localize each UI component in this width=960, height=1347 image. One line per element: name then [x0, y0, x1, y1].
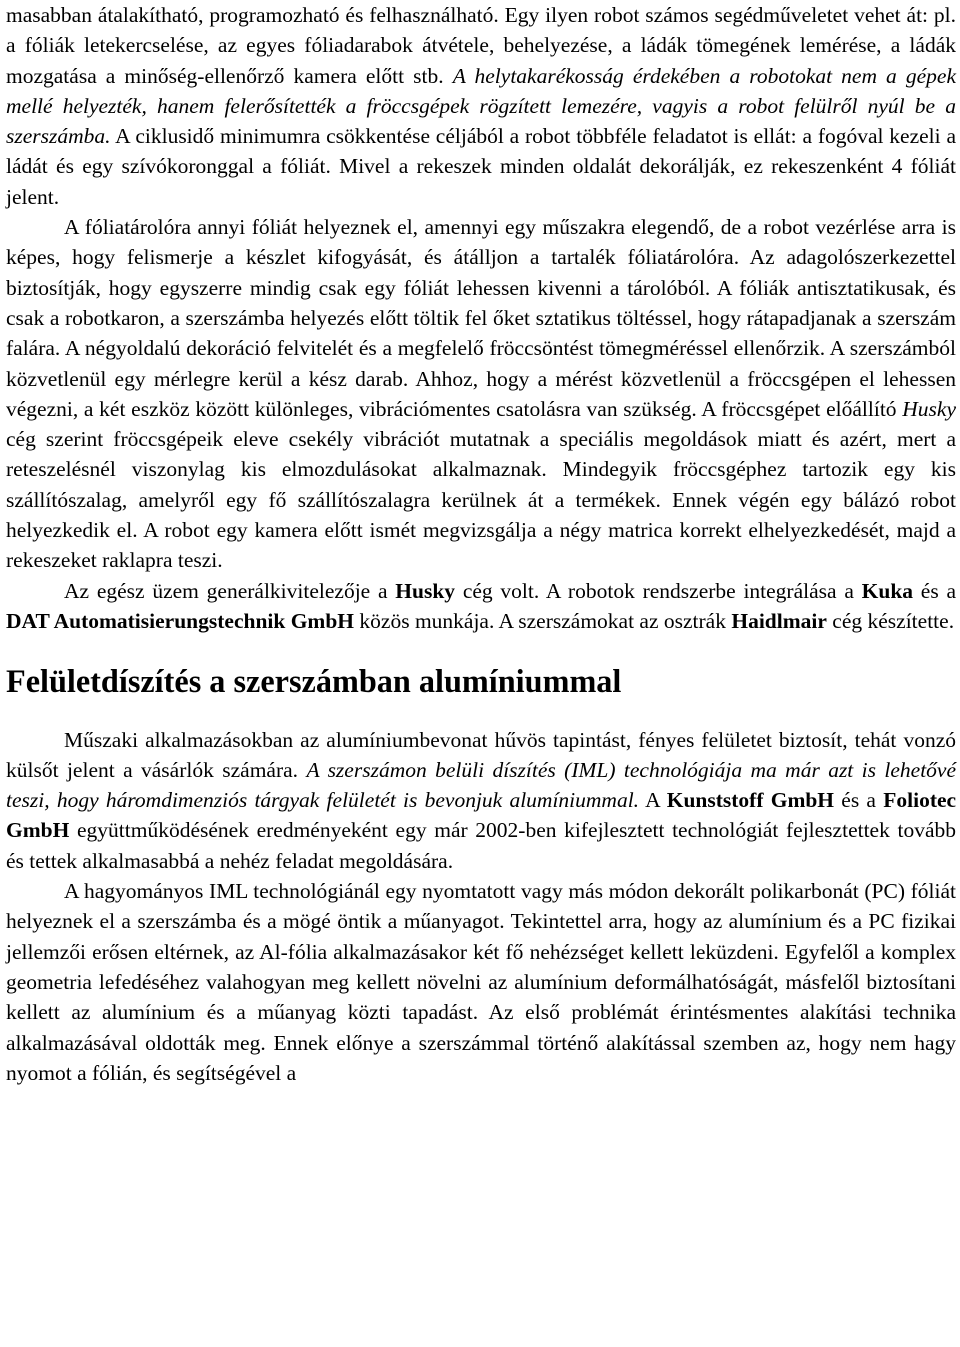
contractors-text-5: cég készítette. [832, 608, 955, 633]
aluminium-text-1: Műszaki alkalmazásokban az alumíniumbevonat hűvös tapintást, fényes felületet biztosít, tehát vonzó külsőt jelent a vásárlók számára. [6, 727, 956, 782]
paragraph-aluminium-coating [6, 725, 956, 876]
paragraph-robot-tasks [6, 0, 956, 212]
robot-tasks-text: masabban átalakítható, programozható és felhasználható. Egy ilyen robot számos segédműveletet vehet át: pl. a fóliák letekercselése, az egyes fóliadarabok átvétele, behelyezése, a ládák tömegének lemérése, a ládák mozgatása a minőség-ellenőrző kamera előtt stb. [6, 3, 956, 88]
document-page [6, 0, 956, 1088]
husky-italic-name: Husky [902, 396, 957, 421]
section-heading: Felületdíszítés a szerszámban alumíniummal [6, 663, 622, 700]
paragraph-contractors [6, 576, 956, 637]
aluminium-text-2: A [645, 788, 660, 813]
contractors-text-1: Az egész üzem generálkivitelezője a [64, 578, 388, 603]
company-foliotec: Foliotec GmbH [6, 788, 957, 843]
foil-storage-text: A fóliatárolóra annyi fóliát helyeznek el, amennyi egy műszakra elegendő, de a robot vezérlése arra is képes, hogy felismerje a készlet kifogyását, és átálljon a tartalék fóliatárolóra. Az adagolószerkezettel biztosítják, hogy egyszerre mindig csak egy fóliát lehessen kivenni a tárolóból. A fóliák antisztatikusak, és csak a robotkaron, a szerszámba helyezés előtt töltik fel őket sztatikus töltéssel, hogy rátapadjanak a szerszám falára. A négyoldalú dekoráció felvitelét és a megfelelő fröccsöntést tömegméréssel ellenőrzik. A szerszámból közvetlenül egy mérlegre kerül a kész darab. Ahhoz, hogy a mérést közvetlenül a fröccsgépen el lehessen végezni, a két eszköz között különleges, vibrációmentes csatolásra van szükség. A fröccsgépet előállító [6, 215, 956, 421]
contractors-text-2: cég volt. A robotok rendszerbe integrálása a [462, 578, 854, 603]
iml-italic-text: A szerszámon belüli díszítés (IML) technológiája ma már azt is lehetővé teszi, hogy háromdimenziós tárgyak felületét is bevonjuk alumíniummal. [6, 757, 957, 813]
company-kuka: Kuka [861, 578, 914, 603]
space-saving-italic-text: A helytakarékosság érdekében a robotokat nem a gépek mellé helyezték, hanem felerősítették a fröccsgépek rögzített lemezére, vagyis a robot felülről nyúl be a szerszámba. [6, 63, 957, 149]
aluminium-text-3: és a [841, 788, 876, 813]
contractors-text-4: közös munkája. A szerszámokat az osztrák [359, 608, 726, 633]
spacer [6, 697, 956, 725]
paragraph-foil-storage [6, 212, 956, 576]
iml-technology-text: A hagyományos IML technológiánál egy nyomtatott vagy más módon dekorált polikarbonát (PC) fóliát helyeznek el a szerszámba és a mögé öntik a műanyagot. Tekintettel arra, hogy az alumínium és a PC fizikai jellemzői erősen eltérnek, az Al-fólia alkalmazásakor két fő nehézséget kellett leküzdeni. Egyfelől a komplex geometria lefedéséhez valahogyan meg kellett növelni az alumínium deformálhatóságát, másfelől biztosítani kellett az alumínium és a műanyag közti tapadást. Az első problémát érintésmentes alakítási technika alkalmazásával oldották meg. Ennek előnye a szerszámmal történő alakítással szemben az, hogy nem hagy nyomot a fólián, és segítségével a [6, 879, 956, 1085]
paragraph-iml-technology [6, 876, 956, 1088]
company-dat: DAT Automatisierungstechnik GmbH [6, 608, 355, 633]
cycle-time-text: A ciklusidő minimumra csökkentése céljából a robot többféle feladatot is ellát: a fogóval kezeli a ládát és egy szívókoronggal a fóliát. Mivel a rekeszek minden oldalát dekorálják, ez rekeszenként 4 fóliát jelent. [6, 124, 956, 209]
company-husky: Husky [395, 578, 456, 603]
company-haidlmair: Haidlmair [731, 608, 827, 633]
spacer [6, 636, 956, 666]
company-kunststoff: Kunststoff GmbH [666, 788, 835, 813]
contractors-text-3: és a [920, 578, 957, 603]
vibration-text: cég szerint fröccsgépeik eleve csekély vibrációt mutatnak a speciális megoldások miatt és azért, mert a reteszelésnél viszonylag kis elmozdulásokat alkalmaznak. Mindegyik fröccsgéphez tartozik egy kis szállítószalag, amelyről egy fő szállítószalagra kerülnek át a termékek. Ennek végén egy bálázó robot helyezkedik el. A robot egy kamera előtt ismét megvizsgálja a négy matrica korrekt elhelyezkedését, majd a rekeszeket raklapra teszi. [6, 427, 956, 573]
aluminium-text-4: együttműködésének eredményeként egy már 2002-ben kifejlesztett technológiát fejlesztettek tovább és tettek alkalmasabbá a nehéz feladat megoldására. [6, 818, 957, 873]
